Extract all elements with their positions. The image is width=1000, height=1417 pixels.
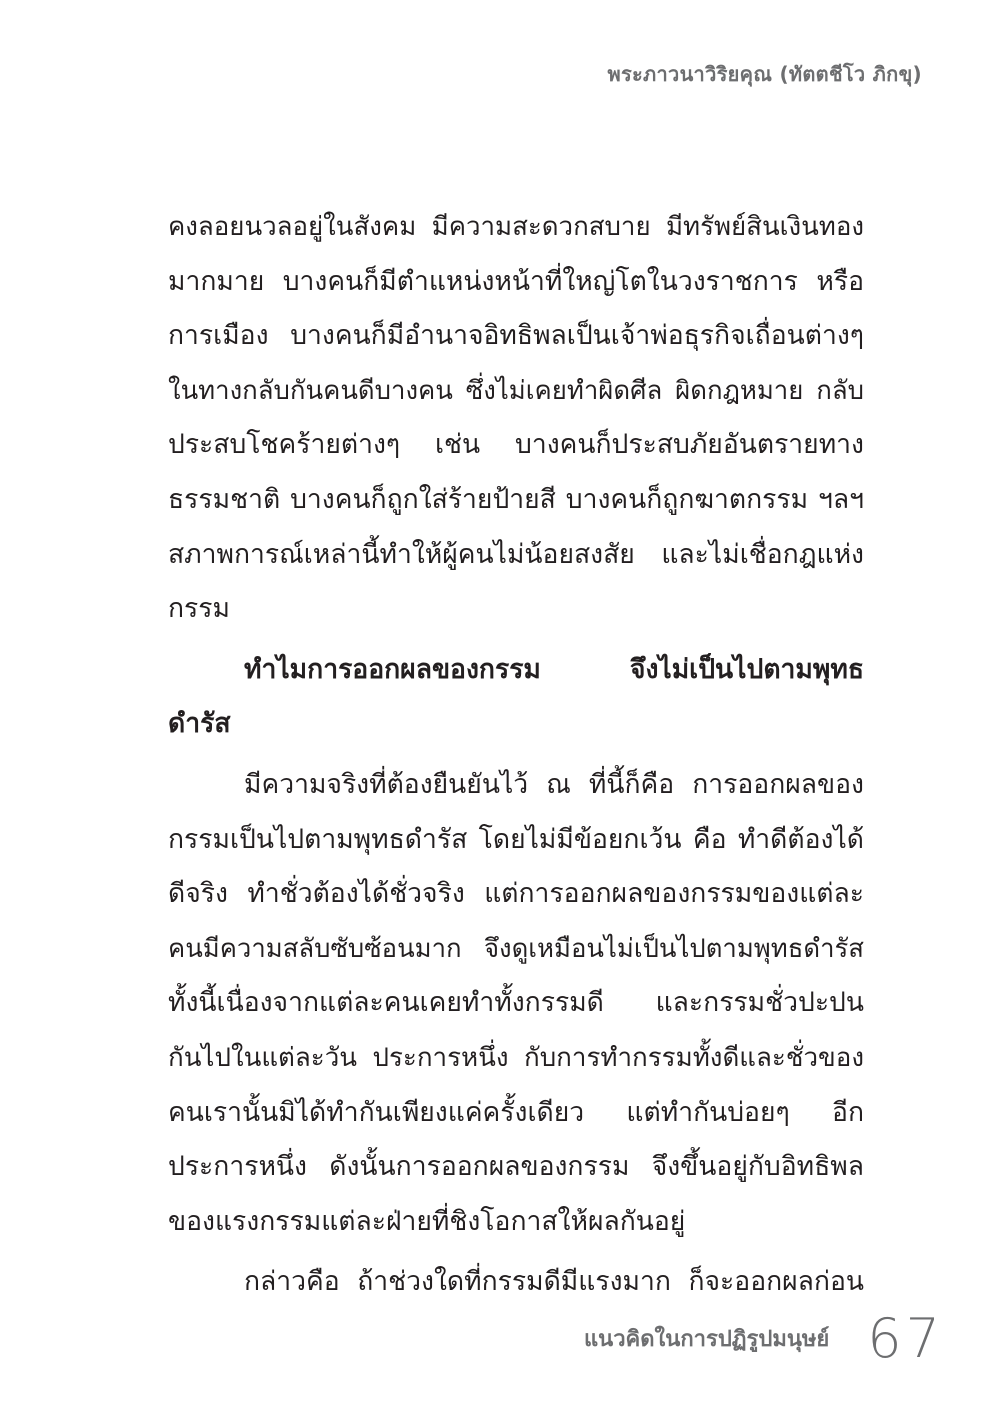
text-line: กันไปในแต่ละวัน ประการหนึ่ง กับการทำกรรมทั้งดีและชั่วของ bbox=[168, 1042, 864, 1073]
text-line: กล่าวคือ ถ้าช่วงใดที่กรรมดีมีแรงมาก ก็จะออกผลก่อน bbox=[244, 1266, 864, 1298]
section-heading bbox=[168, 643, 864, 752]
text-line: กรรมเป็นไปตามพุทธดำรัส โดยไม่มีข้อยกเว้น คือ ทำดีต้องได้ bbox=[168, 823, 864, 855]
text-line: ประสบโชคร้ายต่างๆ เช่น บางคนก็ประสบภัยอันตรายทาง bbox=[168, 429, 864, 461]
paragraph bbox=[168, 758, 864, 1249]
text-line: คงลอยนวลอยู่ในสังคม มีความสะดวกสบาย มีทรัพย์สินเงินทอง bbox=[168, 212, 864, 242]
text-line: ประการหนึ่ง ดังนั้นการออกผลของกรรม จึงขึ้นอยู่กับอิทธิพล bbox=[168, 1151, 864, 1183]
text-line: สภาพการณ์เหล่านี้ทำให้ผู้คนไม่น้อยสงสัย และไม่เชื่อกฎแห่ง bbox=[168, 538, 864, 570]
running-header: พระภาวนาวิริยคุณ (ทัตตชีโว ภิกขุ) bbox=[607, 62, 922, 86]
paragraph bbox=[168, 200, 864, 637]
text-line: ทั้งนี้เนื่องจากแต่ละคนเคยทำทั้งกรรมดี และกรรมชั่วปะปน bbox=[168, 987, 864, 1019]
page-footer bbox=[583, 1307, 944, 1370]
text-line: การเมือง บางคนก็มีอำนาจอิทธิพลเป็นเจ้าพ่อธุรกิจเถื่อนต่างๆ bbox=[168, 320, 864, 352]
text-line: ในทางกลับกันคนดีบางคน ซึ่งไม่เคยทำผิดศีล ผิดกฎหมาย กลับ bbox=[168, 375, 864, 406]
page-number: 67 bbox=[867, 1307, 944, 1370]
text-line: กรรม bbox=[168, 593, 230, 625]
page-body bbox=[168, 200, 864, 1310]
text-line: ดีจริง ทำชั่วต้องได้ชั่วจริง แต่การออกผลของกรรมของแต่ละ bbox=[168, 878, 864, 910]
text-line: ธรรมชาติ บางคนก็ถูกใส่ร้ายป้ายสี บางคนก็ถูกฆาตกรรม ฯลฯ bbox=[168, 483, 864, 515]
heading-line: ทำไมการออกผลของกรรม จึงไม่เป็นไปตามพุทธ bbox=[244, 653, 864, 685]
text-line: คนมีความสลับซับซ้อนมาก จึงดูเหมือนไม่เป็นไปตามพุทธดำรัส bbox=[168, 933, 864, 964]
paragraph bbox=[168, 1255, 864, 1310]
text-line: ของแรงกรรมแต่ละฝ่ายที่ชิงโอกาสให้ผลกันอยู่ bbox=[168, 1205, 686, 1237]
text-line: มากมาย บางคนก็มีตำแหน่งหน้าที่ใหญ่โตในวงราชการ หรือ bbox=[168, 265, 864, 297]
text-line: คนเรานั้นมิได้ทำกันเพียงแค่ครั้งเดียว แต่ทำกันบ่อยๆ อีก bbox=[168, 1096, 864, 1128]
book-title: แนวคิดในการปฏิรูปมนุษย์ bbox=[583, 1327, 830, 1352]
heading-line: ดำรัส bbox=[168, 708, 231, 740]
text-line: มีความจริงที่ต้องยืนยันไว้ ณ ที่นี้ก็คือ การออกผลของ bbox=[244, 768, 864, 800]
